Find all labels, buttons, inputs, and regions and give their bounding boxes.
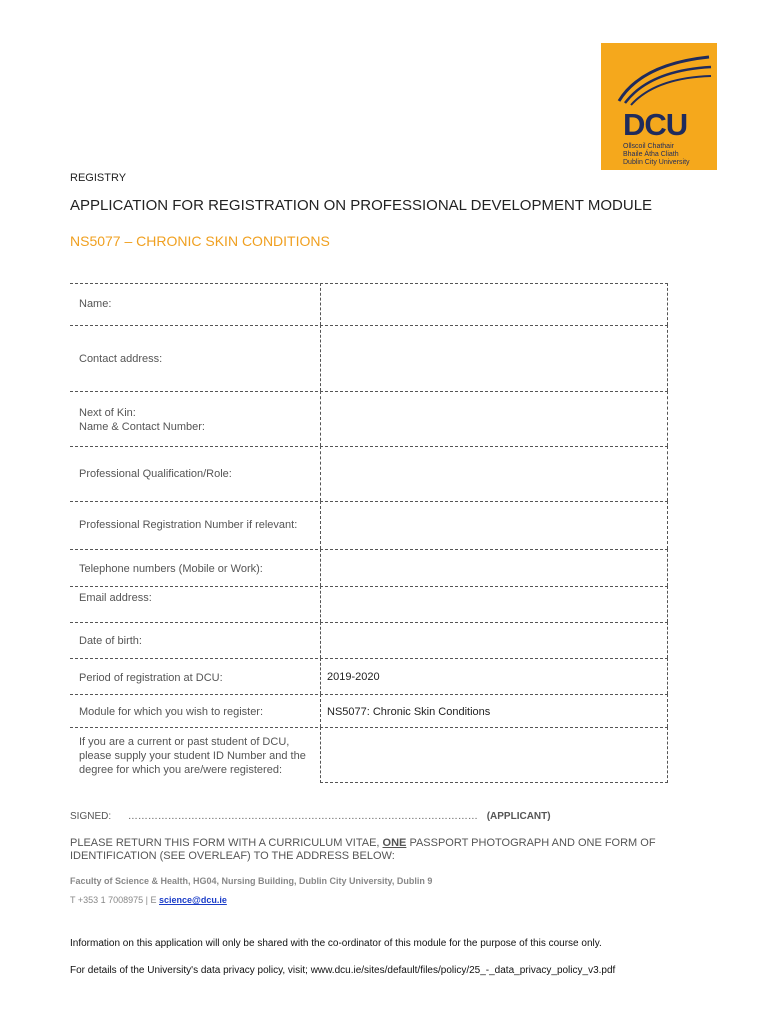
telephone-label: Telephone numbers (Mobile or Work): [79,563,263,575]
registration-number-field[interactable] [320,501,668,549]
period-value: 2019-2020 [327,671,380,683]
return-text-2: PASSPORT PHOTOGRAPH AND ONE FORM OF IDENTIFICATION (SEE OVERLEAF) TO THE ADDRESS BELOW: [70,837,656,862]
student-label [79,735,306,777]
logo-wordmark: DCU [623,107,688,142]
address-field[interactable] [320,325,668,391]
kin-label-line-1: Next of Kin: [79,407,136,419]
signature-line [70,811,551,822]
module-field[interactable] [320,694,668,727]
kin-label [79,406,205,434]
contact-details [70,895,227,905]
student-label-line-2: please supply your student ID Number and the [79,750,306,762]
signed-label: SIGNED: [70,811,112,822]
signature-dots: …………………………………………………………………………………………… [127,811,478,822]
kin-label-line-2: Name & Contact Number: [79,421,205,433]
dcu-logo [601,43,717,170]
faculty-address: Faculty of Science & Health, HG04, Nursing Building, Dublin City University, Dublin 9 [70,876,433,886]
dob-label: Date of birth: [79,635,142,647]
module-title: NS5077 – CHRONIC SKIN CONDITIONS [70,233,330,249]
email-label: Email address: [79,592,152,604]
info-notice: Information on this application will only be shared with the co-ordinator of this module for the purpose of this course only. [70,938,602,949]
page-title: APPLICATION FOR REGISTRATION ON PROFESSIONAL DEVELOPMENT MODULE [70,197,653,214]
period-field[interactable] [320,658,668,694]
email-field[interactable] [320,586,668,622]
return-text-1: PLEASE RETURN THIS FORM WITH A CURRICULUM VITAE, [70,837,380,849]
name-label: Name: [79,298,112,310]
student-label-line-1: If you are a current or past student of DCU, [79,736,290,748]
logo-line-1: Ollscoil Chathair [623,143,674,150]
registry-heading: REGISTRY [70,172,127,184]
email-link[interactable]: science@dcu.ie [159,895,227,905]
logo-line-3: Dublin City University [623,159,690,166]
qualification-field[interactable] [320,446,668,501]
student-field[interactable] [320,727,668,783]
module-label: Module for which you wish to register: [79,706,264,718]
dob-field[interactable] [320,622,668,658]
logo-line-2: Bhaile Átha Cliath [623,151,679,158]
registration-number-label: Professional Registration Number if relevant: [79,519,298,531]
logo-subtitle [623,143,690,167]
privacy-notice: For details of the University's data privacy policy, visit; www.dcu.ie/sites/default/files/policy/25_-_data_privacy_policy_v3.pdf [70,965,616,976]
kin-field[interactable] [320,391,668,446]
phone-number: T +353 1 7008975 | E [70,895,157,905]
return-instructions [70,837,680,863]
address-label: Contact address: [79,353,163,365]
name-field[interactable] [320,283,668,325]
module-value: NS5077: Chronic Skin Conditions [327,706,491,718]
period-label: Period of registration at DCU: [79,672,223,684]
telephone-field[interactable] [320,549,668,586]
return-emphasis: ONE [382,837,407,849]
student-label-line-3: degree for which you are/were registered: [79,764,282,776]
applicant-label: (APPLICANT) [486,811,551,822]
qualification-label: Professional Qualification/Role: [79,468,232,480]
